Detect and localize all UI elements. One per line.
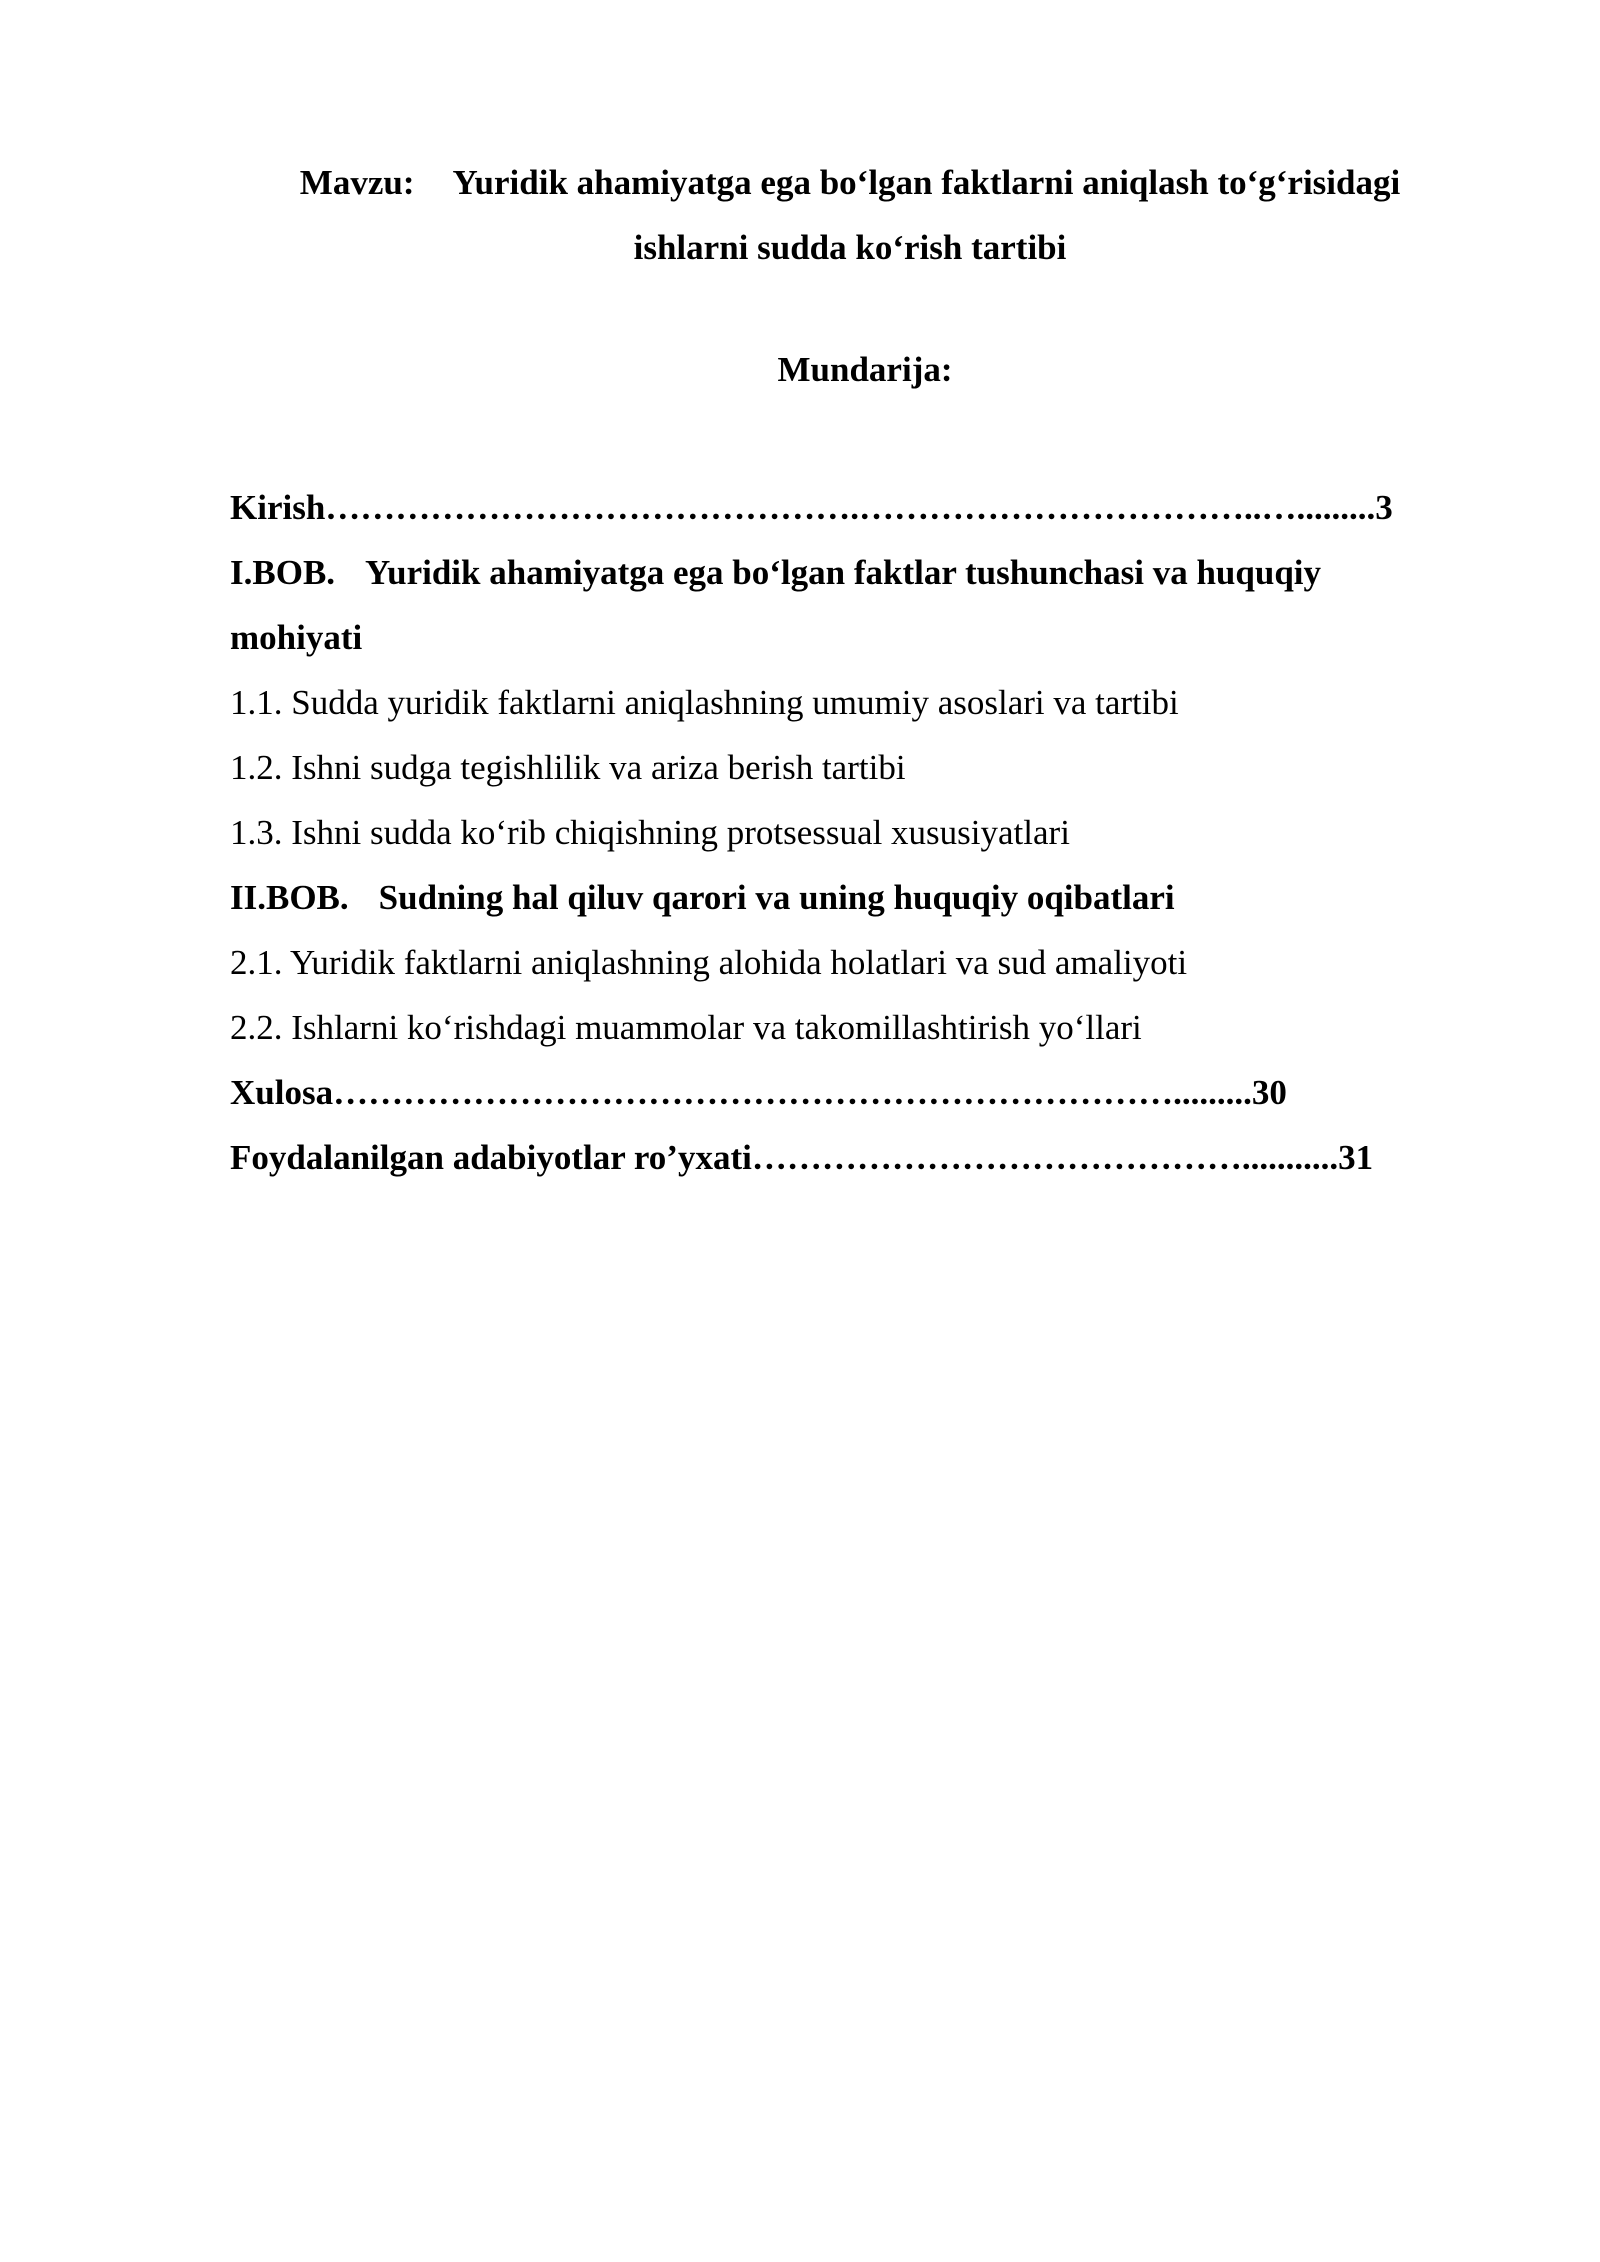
chapter-2-number: II.BOB. [230, 878, 349, 917]
chapter-2-title: Sudning hal qiluv qarori va uning huquqiy oqibatlari [378, 878, 1175, 917]
toc-entry-intro: Kirish……………………………………….……………………………..….........3 [230, 488, 1393, 527]
toc-entry-conclusion: Xulosa……………………………………………………………….........30 [230, 1073, 1287, 1112]
chapter-1-title: Yuridik ahamiyatga ega bo‘lgan faktlar tushunchasi va huquqiy [365, 553, 1322, 592]
toc-entry-section-1-1: 1.1. Sudda yuridik faktlarni aniqlashning umumiy asoslari va tartibi [230, 683, 1179, 722]
toc-entry-section-1-2: 1.2. Ishni sudga tegishlilik va ariza berish tartibi [230, 748, 906, 787]
document-title [230, 150, 1470, 280]
contents-heading: Mundarija: [777, 350, 953, 389]
title-prefix: Mavzu: [299, 163, 415, 202]
toc-entry-section-2-2: 2.2. Ishlarni ko‘rishdagi muammolar va takomillashtirish yo‘llari [230, 1008, 1142, 1047]
toc-entry-chapter-2 [230, 865, 1490, 930]
table-of-contents [230, 475, 1490, 1190]
chapter-1-number: I.BOB. [230, 553, 336, 592]
title-line-1 [230, 150, 1470, 215]
toc-entry-chapter-1 [230, 540, 1490, 605]
title-text-line-1: Yuridik ahamiyatga ega bo‘lgan faktlarni aniqlash to‘g‘risidagi [452, 163, 1401, 202]
toc-entry-references: Foydalanilgan adabiyotlar ro’yxati……………………………………...........31 [230, 1138, 1374, 1177]
toc-entry-section-1-3: 1.3. Ishni sudda ko‘rib chiqishning protsessual xususiyatlari [230, 813, 1070, 852]
toc-entry-chapter-1-continued: mohiyati [230, 618, 363, 657]
toc-entry-section-2-1: 2.1. Yuridik faktlarni aniqlashning alohida holatlari va sud amaliyoti [230, 943, 1188, 982]
title-line-2: ishlarni sudda ko‘rish tartibi [633, 228, 1067, 267]
